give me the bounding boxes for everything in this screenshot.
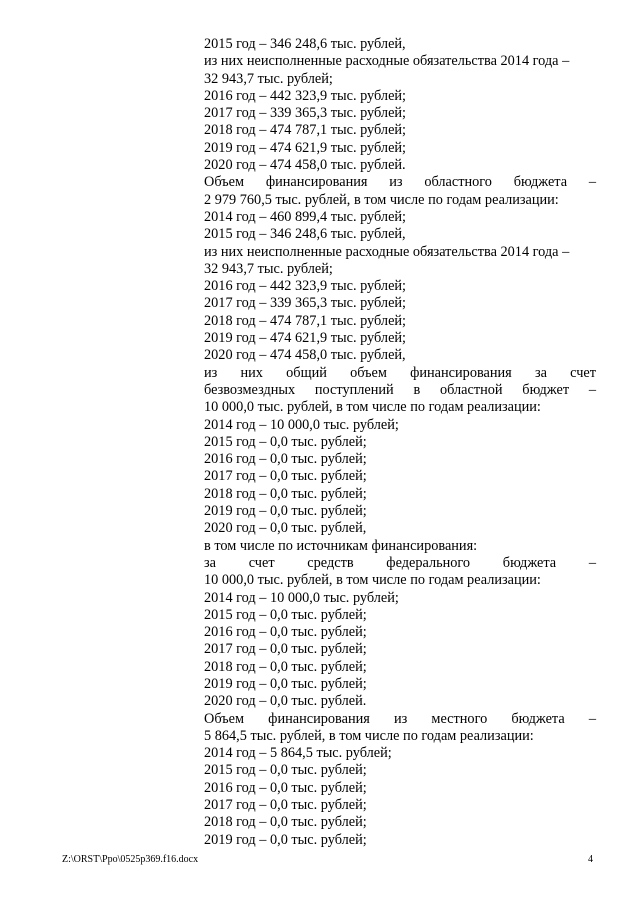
- document-body: [204, 36, 596, 849]
- text-line: 2017 год – 339 365,3 тыс. рублей;: [204, 105, 407, 122]
- text-line: 2015 год – 0,0 тыс. рублей;: [204, 762, 367, 779]
- text-line: 2017 год – 0,0 тыс. рублей;: [204, 468, 367, 485]
- text-line: безвозмездных поступлений в областной бюджет –: [204, 381, 596, 398]
- text-line: 2014 год – 460 899,4 тыс. рублей;: [204, 208, 407, 225]
- text-line: 2019 год – 0,0 тыс. рублей;: [204, 831, 367, 848]
- text-line: Объем финансирования из областного бюджета –: [204, 174, 596, 191]
- text-line: 2019 год – 474 621,9 тыс. рублей;: [204, 330, 407, 347]
- text-line: 2020 год – 0,0 тыс. рублей,: [204, 520, 367, 537]
- page-number: 4: [588, 854, 593, 865]
- text-line: 10 000,0 тыс. рублей, в том числе по годам реализации:: [204, 572, 541, 589]
- text-line: 2020 год – 0,0 тыс. рублей.: [204, 693, 367, 710]
- text-line: 2020 год – 474 458,0 тыс. рублей,: [204, 347, 406, 364]
- text-line: 2017 год – 0,0 тыс. рублей;: [204, 797, 367, 814]
- text-line: 2015 год – 346 248,6 тыс. рублей,: [204, 36, 406, 52]
- text-line: 2015 год – 346 248,6 тыс. рублей,: [204, 226, 406, 243]
- text-line: Объем финансирования из местного бюджета –: [204, 710, 596, 727]
- text-line: 2018 год – 0,0 тыс. рублей;: [204, 814, 367, 831]
- text-line: 2017 год – 339 365,3 тыс. рублей;: [204, 295, 407, 312]
- text-line: 2019 год – 0,0 тыс. рублей;: [204, 503, 367, 520]
- footer-file-path: Z:\ORST\Ppo\0525p369.f16.docx: [62, 854, 199, 865]
- text-line: 2017 год – 0,0 тыс. рублей;: [204, 641, 367, 658]
- text-line: 2018 год – 474 787,1 тыс. рублей;: [204, 122, 407, 139]
- text-line: 2015 год – 0,0 тыс. рублей;: [204, 433, 367, 450]
- text-line: 2015 год – 0,0 тыс. рублей;: [204, 606, 367, 623]
- text-line: 2016 год – 442 323,9 тыс. рублей;: [204, 87, 407, 104]
- text-line: 2 979 760,5 тыс. рублей, в том числе по годам реализации:: [204, 191, 559, 208]
- text-line: за счет средств федерального бюджета –: [204, 554, 596, 571]
- text-line: из них общий объем финансирования за счет: [204, 364, 596, 381]
- text-line: 32 943,7 тыс. рублей;: [204, 70, 333, 87]
- text-line: в том числе по источникам финансирования:: [204, 537, 478, 554]
- text-line: 2016 год – 0,0 тыс. рублей;: [204, 779, 367, 796]
- text-line: 2014 год – 10 000,0 тыс. рублей;: [204, 589, 399, 606]
- text-line: из них неисполненные расходные обязательства 2014 года –: [204, 53, 570, 70]
- text-line: 2018 год – 0,0 тыс. рублей;: [204, 658, 367, 675]
- text-line: 2016 год – 0,0 тыс. рублей;: [204, 624, 367, 641]
- text-line: 2019 год – 0,0 тыс. рублей;: [204, 675, 367, 692]
- text-line: из них неисполненные расходные обязательства 2014 года –: [204, 243, 570, 260]
- text-line: 2018 год – 0,0 тыс. рублей;: [204, 485, 367, 502]
- text-line: 2020 год – 474 458,0 тыс. рублей.: [204, 157, 406, 174]
- text-line: 2018 год – 474 787,1 тыс. рублей;: [204, 312, 407, 329]
- text-line: 2016 год – 442 323,9 тыс. рублей;: [204, 278, 407, 295]
- text-line: 2016 год – 0,0 тыс. рублей;: [204, 451, 367, 468]
- text-line: 2014 год – 10 000,0 тыс. рублей;: [204, 416, 399, 433]
- text-line: 2014 год – 5 864,5 тыс. рублей;: [204, 745, 392, 762]
- text-line: 2019 год – 474 621,9 тыс. рублей;: [204, 139, 407, 156]
- text-line: 32 943,7 тыс. рублей;: [204, 260, 333, 277]
- text-line: 10 000,0 тыс. рублей, в том числе по годам реализации:: [204, 399, 541, 416]
- text-line: 5 864,5 тыс. рублей, в том числе по годам реализации:: [204, 727, 534, 744]
